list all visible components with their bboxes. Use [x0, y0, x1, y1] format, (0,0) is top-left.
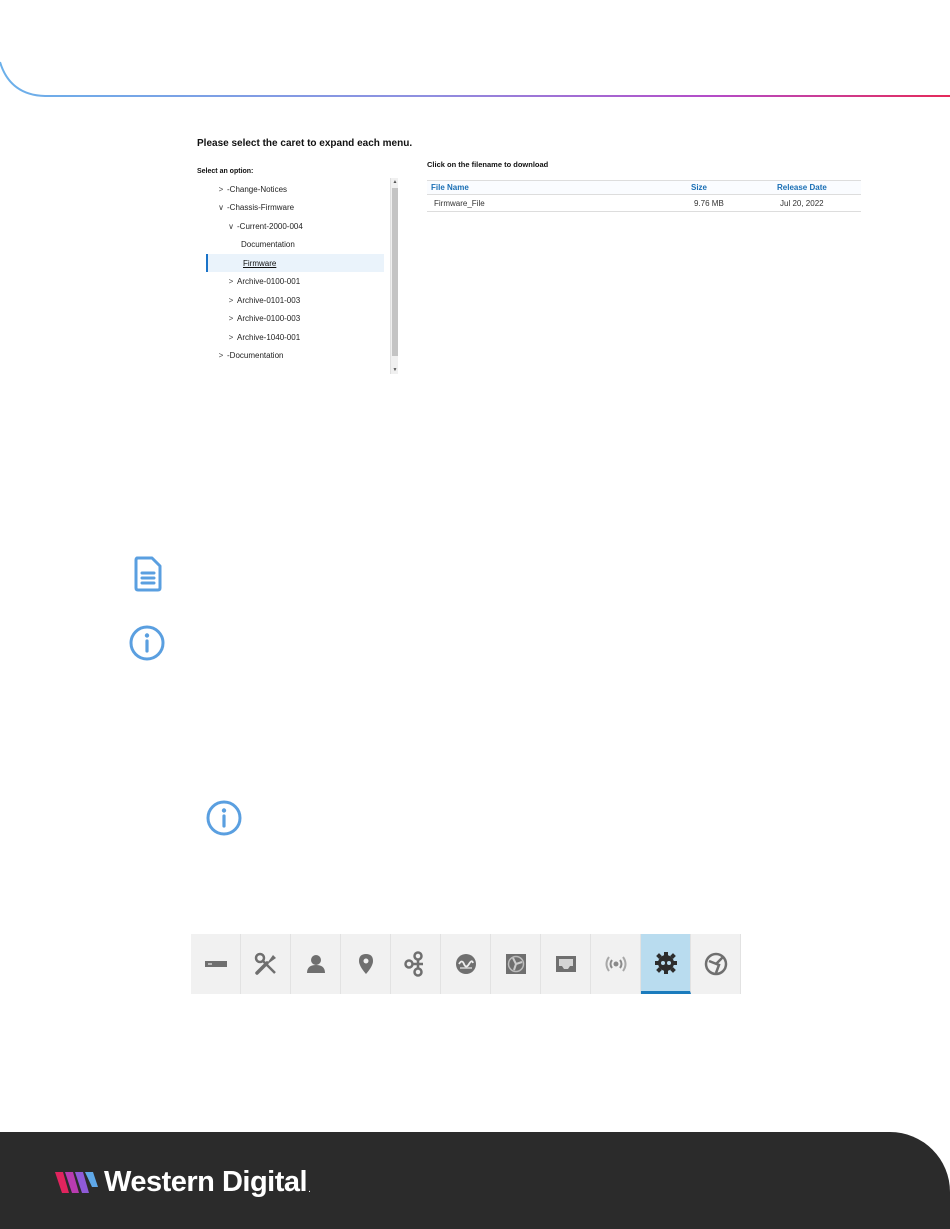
toolbar-button-settings[interactable] — [641, 934, 691, 994]
info-icon — [205, 799, 243, 837]
toolbar-button-tools[interactable] — [241, 934, 291, 994]
tree-item-documentation[interactable] — [204, 346, 382, 364]
tree-item-documentation-leaf[interactable] — [204, 235, 382, 253]
tree-item-label: -Change-Notices — [227, 184, 288, 194]
rack-unit-icon — [203, 951, 229, 977]
brand-suffix: . — [308, 1184, 311, 1195]
download-portal — [196, 132, 866, 377]
tree-item-label: Firmware — [243, 258, 277, 268]
service-icon — [703, 951, 729, 977]
tree-item-label: -Current-2000-004 — [237, 221, 303, 231]
tree-item-label: Archive-0101-003 — [237, 295, 301, 305]
tree-item-label: -Chassis-Firmware — [227, 202, 295, 212]
sensor-waveform-icon — [453, 951, 479, 977]
user-icon — [303, 951, 329, 977]
caret-right-icon[interactable]: > — [218, 350, 224, 360]
tree-item-archive-0100-001[interactable] — [204, 272, 382, 290]
file-size: 9.76 MB — [687, 195, 773, 212]
settings-gear-icon — [653, 950, 679, 976]
column-header-file-name[interactable]: File Name — [427, 181, 687, 195]
toolbar-button-rack[interactable] — [191, 934, 241, 994]
tree-item-chassis-firmware[interactable] — [204, 198, 382, 216]
brand-name: Western Digital — [104, 1166, 308, 1198]
tree-item-label: -Documentation — [227, 350, 284, 360]
portal-heading: Please select the caret to expand each menu. — [197, 138, 413, 149]
western-digital-logo-icon — [54, 1169, 98, 1197]
select-option-label: Select an option: — [197, 168, 254, 175]
tree-item-change-notices[interactable] — [204, 180, 382, 198]
tree-item-current-2000-004[interactable] — [204, 217, 382, 235]
toolbar-button-service[interactable] — [691, 934, 741, 994]
caret-down-icon[interactable]: ∨ — [218, 202, 224, 212]
toolbar-button-display[interactable] — [541, 934, 591, 994]
table-row — [427, 195, 861, 212]
management-toolbar — [191, 934, 741, 994]
toolbar-button-location[interactable] — [341, 934, 391, 994]
tree-item-archive-0101-003[interactable] — [204, 291, 382, 309]
caret-right-icon[interactable]: > — [228, 332, 234, 342]
scroll-down-icon[interactable]: ▼ — [392, 367, 398, 373]
download-instruction: Click on the filename to download — [427, 160, 549, 169]
tree-item-label: Archive-0100-001 — [237, 276, 301, 286]
location-pin-icon — [353, 951, 379, 977]
column-header-release-date[interactable]: Release Date — [773, 181, 861, 195]
column-header-size[interactable]: Size — [687, 181, 773, 195]
display-port-icon — [553, 951, 579, 977]
document-icon — [130, 555, 166, 593]
tree-item-archive-1040-001[interactable] — [204, 328, 382, 346]
caret-right-icon[interactable]: > — [218, 184, 224, 194]
caret-right-icon[interactable]: > — [228, 276, 234, 286]
tools-icon — [253, 951, 279, 977]
footer — [0, 1132, 950, 1229]
wireless-signal-icon — [603, 951, 629, 977]
release-date: Jul 20, 2022 — [773, 195, 861, 212]
tree-item-archive-0100-003[interactable] — [204, 309, 382, 327]
brand-logo — [54, 1166, 311, 1199]
scrollbar-thumb[interactable] — [392, 188, 398, 356]
caret-down-icon[interactable]: ∨ — [228, 221, 234, 231]
scroll-up-icon[interactable]: ▲ — [392, 179, 398, 185]
network-nodes-icon — [403, 951, 429, 977]
toolbar-button-wireless[interactable] — [591, 934, 641, 994]
file-table — [427, 180, 861, 212]
tree-item-label: Documentation — [241, 239, 295, 249]
toolbar-button-user[interactable] — [291, 934, 341, 994]
tree-item-label: Archive-1040-001 — [237, 332, 301, 342]
caret-right-icon[interactable]: > — [228, 295, 234, 305]
folder-tree — [204, 180, 399, 370]
header-decoration — [0, 0, 950, 100]
toolbar-button-sensors[interactable] — [441, 934, 491, 994]
file-name-link[interactable]: Firmware_File — [427, 195, 687, 212]
toolbar-button-fans[interactable] — [491, 934, 541, 994]
fan-icon — [503, 951, 529, 977]
tree-item-label: Archive-0100-003 — [237, 313, 301, 323]
tree-scrollbar[interactable] — [390, 178, 398, 374]
info-icon — [128, 624, 166, 662]
table-header-row — [427, 181, 861, 195]
caret-right-icon[interactable]: > — [228, 313, 234, 323]
toolbar-button-network[interactable] — [391, 934, 441, 994]
tree-item-firmware-selected[interactable] — [206, 254, 384, 272]
